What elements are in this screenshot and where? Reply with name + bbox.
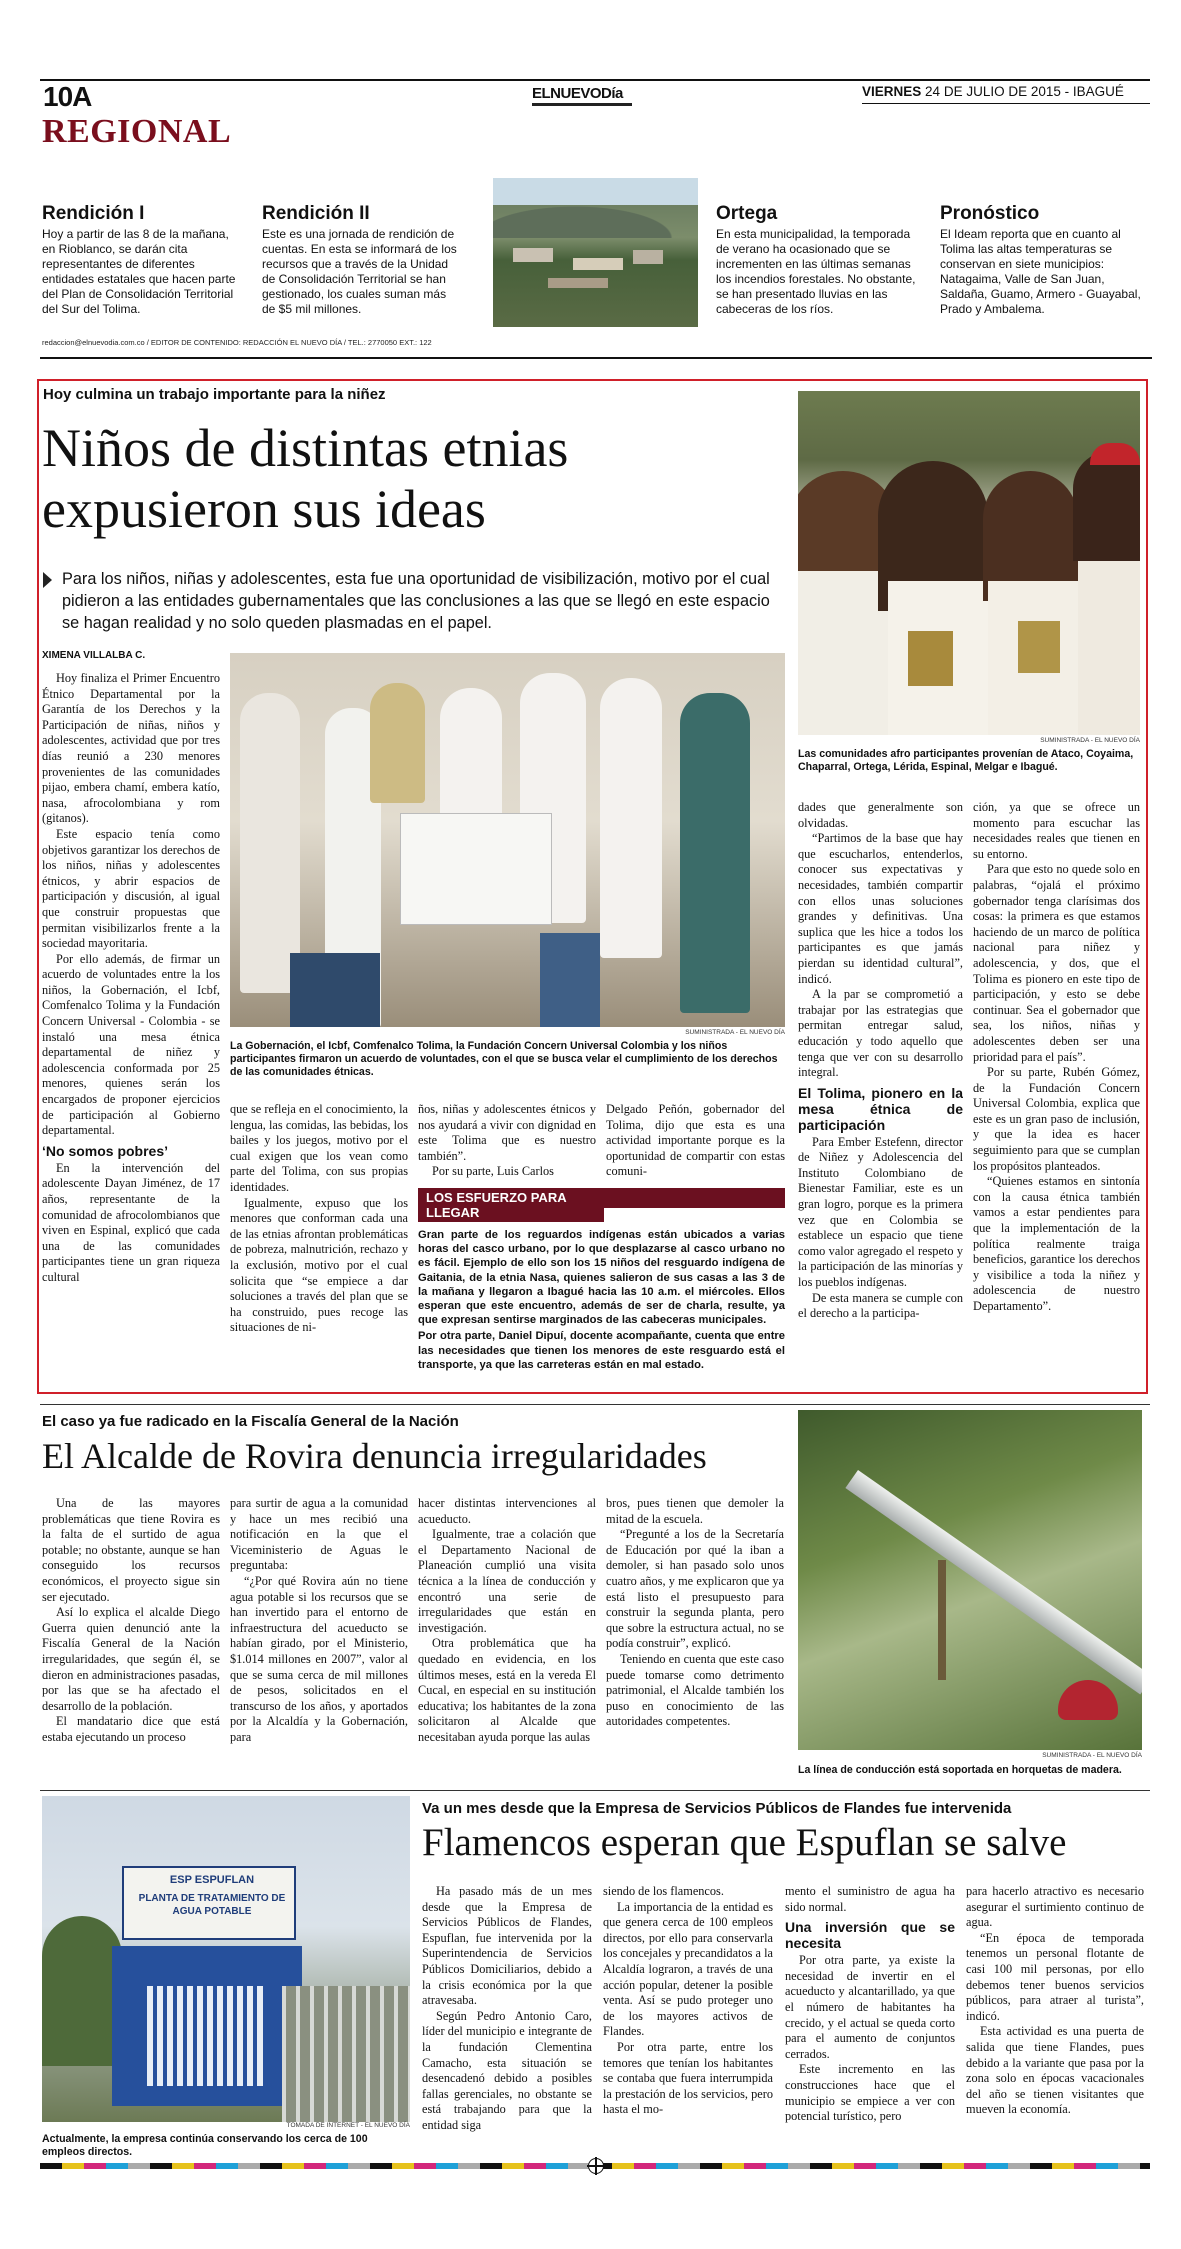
article2-top-rule (40, 1404, 1150, 1405)
registration-mark-icon (588, 2158, 604, 2174)
paragraph: Igualmente, trae a colación que el Departamento Nacional de Planeación cumplió una visita técnica a la línea de conducción y encontró una serie de irregularidades que están en investigación. (418, 1527, 596, 1635)
section-title: REGIONAL (42, 113, 232, 150)
article1-column-3 (418, 1102, 596, 1182)
article1-headline: Niños de distintas etnias expusieron sus ideas (42, 418, 569, 539)
subheading-no-somos-pobres: ‘No somos pobres’ (42, 1142, 169, 1159)
paragraph: De esta manera se cumple con el derecho a la participa- (798, 1290, 963, 1321)
photo-signing-credit: SUMINISTRADA - EL NUEVO DÍA (685, 1029, 785, 1036)
date-rule (862, 103, 1150, 104)
date-line (862, 84, 1124, 99)
paragraph: Este incremento en las construcciones hace que el municipio se empiece a ver con potencial turístico, pero (785, 2062, 955, 2124)
sidebar-box-title: LOS ESFUERZO PARA LLEGAR (418, 1188, 604, 1222)
date-day: VIERNES (862, 84, 922, 99)
brief-text: Este es una jornada de rendición de cuentas. En esta se informará de los recursos que a través de la Unidad de Consolidación Territorial se han gestionado, los cuales suman más de $5 mil millones. (262, 227, 457, 316)
paragraph: “En época de temporada tenemos un personal flotante de casi 100 mil personas, por ello debemos tener buenos servicios públicos, para atraer al turista”, indicó. (966, 1930, 1144, 2023)
paragraph: Esta actividad es una puerta de salida que tiene Flandes, pues debido a la variante que pasa por la zona solo en épocas vacacionales del año se tienen visitantes que mueven la economía. (966, 2024, 1144, 2117)
paragraph: Por su parte, Luis Carlos (432, 1164, 554, 1179)
brief-title: Pronóstico (940, 203, 1040, 224)
article3-column-1 (422, 1884, 592, 2160)
article3-top-rule (40, 1790, 1150, 1791)
article1-column-5 (798, 800, 963, 1390)
paragraph: En la intervención del adolescente Dayan Jiménez, de 17 años, representante de la comunidad de afrocolombianos que viven en Espinal, explicó que cada una de las comunidades participantes tiene un gran riqueza cultural (42, 1160, 220, 1284)
photo-pipeline (798, 1410, 1142, 1750)
paragraph: Este espacio tenía como objetivos garantizar los derechos de los niños, niñas y adolescentes étnicos, y abrir espacios de participación y discusión, al igual que construir propuestas que permitan visibilizarlos frente a la sociedad mayoritaria. (42, 826, 220, 951)
paragraph: Por otra parte, ya existe la necesidad de invertir en el acueducto y alcantarillado, ya que el número de habitantes ha crecido, y el actual se queda corto para el aumento de conjuntos cerrados. (785, 1953, 955, 2061)
paragraph: Teniendo en cuenta que este caso puede tomarse como detrimento patrimonial, el Alcalde también los puso en conocimiento de las autoridades competentes. (606, 1651, 784, 1729)
brand-underline (532, 103, 632, 106)
brief-4 (940, 203, 1150, 317)
photo-signing (230, 653, 785, 1027)
paragraph: Igualmente, expuso que los menores que conforman cada una de las etnias afrontan problemáticas de pobreza, malnutrición, rechazo y la exclusión, motivo por el cual solicita que “se empiece a dar soluciones a través del plan que se ha construido, pues recoge las situaciones de ni- (230, 1195, 408, 1335)
paragraph: Hoy finaliza el Primer Encuentro Étnico Departamental por la Garantía de los Derechos y la Participación de niñas, niños y adolescentes, actividad que por tres días reunió a 230 menores provenientes de las comunidades pijao, embera chamí, embera katío, nasa, afrocolombiana y rom (gitanos). (42, 671, 220, 826)
paragraph: Para Ember Estefenn, director de Niñez y Adolescencia del Instituto Colombiano de Bienestar Familiar, este es un gran logro, porque es la primera vez que en Colombia se establece un espacio que tiene como valor agregado el respeto y la participación de las minorías y los pueblos indígenas. (798, 1134, 963, 1290)
brief-title: Rendición I (42, 203, 145, 224)
contact-line: redaccion@elnuevodia.com.co / EDITOR DE CONTENIDO: REDACCIÓN EL NUEVO DÍA / TEL.: 2770050 EXT.: 122 (42, 338, 432, 347)
brand-logo: ELNUEVODía (532, 85, 623, 102)
paragraph: bros, pues tienen que demoler la mitad de la escuela. (606, 1496, 784, 1526)
photo-signing-caption: La Gobernación, el Icbf, Comfenalco Tolima, la Fundación Concern Universal Colombia y los niños participantes firmaron un acuerdo de voluntades, con el que se busca velar el cumplimiento de los derechos de las comunidades étnicas. (230, 1040, 778, 1078)
article3-kicker: Va un mes desde que la Empresa de Servicios Públicos de Flandes fue intervenida (422, 1800, 1012, 1817)
paragraph: Por su parte, Rubén Gómez, de la Fundación Concern Universal Colombia, explica que este es un gran paso de inclusión, y que la idea es hacer seguimiento para que se cumplan los propósitos planteados. (973, 1065, 1140, 1173)
brief-2 (262, 203, 462, 317)
sign-line-1: ESP ESPUFLAN (169, 1874, 255, 1886)
paragraph: Para que esto no quede solo en palabras, “ojalá el próximo gobernador tenga clarísimas dos cosas: la primera es que estamos haciendo de un marco de política nacional para niñez y adolescencia, y dos, que el Tolima es pionero en este tipo de participación, y esto se debe continuar. Sea el gobernador que sea, los niños, niñas y adolescentes deben ser una prioridad para el país”. (973, 862, 1140, 1064)
paragraph: “Partimos de la base que hay que escucharlos, entenderlos, conocer sus expectativas y necesidades, también compartir con ellos unas soluciones grandes y definitivas. Una suplica que les hice a todos los participantes es que jamás pierdan su identidad cultural”, indicó. (798, 831, 963, 986)
page-number: 10A (43, 81, 92, 112)
article3-column-3 (785, 1884, 955, 2160)
paragraph: “Quienes estamos en sintonía con la causa étnica también vamos a estar pendientes para que la implementación de la política realmente traiga beneficios, garantice los derechos y visibilice a toda la niñez y adolescencia de nuestro Departamento”. (973, 1174, 1140, 1313)
article1-column-6 (973, 800, 1140, 1390)
paragraph: para surtir de agua a la comunidad y hace un mes recibió una notificación en la que el Viceministerio de Aguas le preguntaba: (230, 1496, 408, 1573)
photo-children-caption: Las comunidades afro participantes provenían de Ataco, Coyaima, Chaparral, Ortega, Lérida, Espinal, Melgar e Ibagué. (798, 748, 1134, 773)
brief-text: Hoy a partir de las 8 de la mañana, en Rioblanco, se darán cita representantes de diferentes entidades estatales que hacen parte del Plan de Consolidación Territorial del Sur del Tolima. (42, 227, 236, 316)
article2-column-1 (42, 1496, 220, 1781)
brief-title: Rendición II (262, 203, 370, 224)
lead-marker (43, 572, 52, 588)
brief-text: En esta municipalidad, la temporada de verano ha ocasionado que se incrementen en las últimas semanas los incendios forestales. No obstante, se han presentado lluvias en las cabeceras de los ríos. (716, 227, 916, 316)
paragraph: que se refleja en el conocimiento, la lengua, las comidas, las bebidas, los bailes y los juegos, motivo por el cual exigen que los vean como parte del Tolima, con sus propias identidades. (230, 1102, 408, 1194)
subheading-una-inversion: Una inversión que se necesita (785, 1919, 955, 1952)
article3-headline: Flamencos esperan que Espuflan se salve (422, 1821, 1067, 1864)
article2-column-3 (418, 1496, 596, 1781)
paragraph: “¿Por qué Rovira aún no tiene agua potable si los recursos que se han invertido para el entorno de infraestructura del acueducto se habían girado, por el Ministerio, $1.014 millones en 2007”, valor al que se suma cerca de mil millones de pesos, solicitados en el transcurso de los años, y aportados por la Alcaldía y la Gobernación, para (230, 1573, 408, 1744)
photo-espuflan-caption: Actualmente, la empresa continúa conservando los cerca de 100 empleos directos. (42, 2133, 368, 2158)
paragraph: El mandatario dice que está estaba ejecutando un proceso (42, 1714, 220, 1744)
paragraph: Así lo explica el alcalde Diego Guerra quien denunció ante la Fiscalía General de la Nación irregularidades, que según él, se dieron en administraciones pasadas, por las que se ha afectado el desarrollo de la población. (42, 1605, 220, 1713)
paragraph: para hacerlo atractivo es necesario asegurar el surtimiento continuo de agua. (966, 1884, 1144, 1930)
sign-line-2: PLANTA DE TRATAMIENTO DE AGUA POTABLE (138, 1893, 286, 1917)
paragraph: Otra problemática que ha quedado en evidencia, en los últimos meses, está en la vereda El Cucal, en especial en su institución educativa; los habitantes de la zona solicitaron al Alcalde que necesitaban ayuda porque las aulas (418, 1636, 596, 1744)
sidebar-box-text-1: Gran parte de los reguardos indígenas están ubicados a varias horas del casco urbano, por lo que desplazarse al casco urbano no es fácil. Ejemplo de ello son los 15 niños del resguardo indígena de Gaitania, de la etnia Nasa, quienes salieron de sus casas a las 3 de la mañana y llegaron a Ibagué hacia las 10 a.m. el miércoles. Ellos esperan que este encuentro, además de ser de charla, resulte, ya que expresan sentirse marginados de las cabeceras municipales. (418, 1229, 785, 1327)
article2-kicker: El caso ya fue radicado en la Fiscalía General de la Nación (42, 1413, 459, 1430)
brief-1 (42, 203, 242, 317)
paragraph: “Pregunté a los de la Secretaría de Educación por qué la iban a demoler, si han pasado solo unos cuatro años, y me explicaron que ya está listo el presupuesto para construir la segunda planta, pero que sobre la estructura actual, no se podía construir”, explicó. (606, 1527, 784, 1651)
photo-children (798, 391, 1140, 735)
article3-column-4 (966, 1884, 1144, 2160)
paragraph: Por ello además, de firmar un acuerdo de voluntades entre la los niños, la Gobernación, el Icbf, Comfenalco Tolima y la Fundación Concern Universal - Colombia - se instaló una mesa étnica departamental de niñez y adolescencia conformada por 25 menores, quienes serán los encargados de proponer ejercicios de participación al Gobierno departamental. (42, 951, 220, 1138)
paragraph: Delgado Peñón, gobernador del Tolima, dijo que esta es una actividad importante porque es la oportunidad de compartir con estas comuni- (606, 1102, 785, 1179)
photo-children-credit: SUMINISTRADA - EL NUEVO DÍA (1040, 737, 1140, 744)
paragraph: Ha pasado más de un mes desde que la Empresa de Servicios Públicos de Flandes, Espuflan, fue intervenida por la Superintendencia de Servicios Públicos Domiciliarios, debido a la crisis económica por la que atravesaba. (422, 1884, 592, 2008)
paragraph: ción, ya que se ofrece un momento para escuchar las necesidades reales que tienen en su entorno. (973, 800, 1140, 861)
article2-headline: El Alcalde de Rovira denuncia irregularidades (42, 1436, 707, 1476)
article1-byline: XIMENA VILLALBA C. (42, 650, 146, 661)
sidebar-box (418, 1188, 785, 1388)
header-rule (40, 79, 1150, 81)
paragraph: siendo de los flamencos. (603, 1884, 724, 1898)
article1-column-2 (230, 1102, 408, 1390)
page-header (40, 75, 1150, 165)
paragraph: ños, niñas y adolescentes étnicos y nos ayudará a vivir con dignidad en este Tolima que es nuestro también”. (418, 1102, 596, 1163)
header-bottom-rule (40, 357, 1152, 359)
article1-lead: Para los niños, niñas y adolescentes, esta fue una oportunidad de visibilización, motivo por el cual pidieron a las entidades gubernamentales que las conclusiones a las que se llegó en este espacio se hagan realidad y no solo queden plasmadas en el papel. (62, 570, 770, 632)
paragraph: Por otra parte, entre los temores que tenían los habitantes se contaba que fuera interrumpida la prestación de los servicios, pero hasta el mo- (603, 2039, 773, 2117)
paragraph: mento el suministro de agua ha sido normal. (785, 1884, 955, 1914)
article1-column-1 (42, 671, 220, 1389)
brief-text: El Ideam reporta que en cuanto al Tolima las altas temperaturas se conservan en siete municipios: Natagaima, Valle de San Juan, Saldaña, Guamo, Armero - Guayabal, Prado y Ambalema. (940, 227, 1141, 316)
article2-column-4 (606, 1496, 784, 1781)
paragraph: hacer distintas intervenciones al acueducto. (418, 1496, 596, 1526)
photo-espuflan-credit: TOMADA DE INTERNET - EL NUEVO DÍA (286, 2122, 410, 2129)
article1-column-4 (606, 1102, 785, 1182)
subheading-tolima-pionero: El Tolima, pionero en la mesa étnica de participación (798, 1084, 963, 1133)
article3-column-2 (603, 1884, 773, 2160)
brief-photo-town (493, 178, 698, 327)
sidebar-box-text-2: Por otra parte, Daniel Dipuí, docente acompañante, cuenta que entre las necesidades que tienen los menores de este resguardo está el transporte, ya que las carreteras están en mal estado. (418, 1330, 785, 1371)
sidebar-box-bar (588, 1188, 785, 1208)
paragraph: La importancia de la entidad es que genera cerca de 100 empleos directos, por ello para conservarla los concejales y precandidatos a la Alcaldía lograron, a través de una acción popular, detener la posible venta. Así se pudo proteger uno de los mayores activos de Flandes. (603, 1899, 773, 2039)
paragraph: dades que generalmente son olvidadas. (798, 800, 963, 830)
brief-3 (716, 203, 921, 317)
article2-column-2 (230, 1496, 408, 1781)
photo-pipeline-credit: SUMINISTRADA - EL NUEVO DÍA (1042, 1752, 1142, 1759)
photo-pipeline-caption: La línea de conducción está soportada en horquetas de madera. (798, 1764, 1122, 1776)
paragraph: Según Pedro Antonio Caro, líder del municipio e integrante de la fundación Clementina Camacho, esta situación se desencadenó debido a posibles fallas gerenciales, no obstante se está trabajando para que la entidad siga (422, 2008, 592, 2132)
paragraph: Una de las mayores problemáticas que tiene Rovira es la falta de el surtido de agua potable; no obstante, aunque se han conseguido los recursos económicos, el proyecto sigue sin ser ejecutado. (42, 1496, 220, 1604)
date-text: 24 DE JULIO DE 2015 - IBAGUÉ (925, 84, 1124, 99)
photo-espuflan-plant (42, 1796, 410, 2122)
brief-title: Ortega (716, 203, 778, 224)
article1-kicker: Hoy culmina un trabajo importante para la niñez (43, 386, 386, 403)
paragraph: A la par se comprometió a trabajar por las estrategias que permitan entregar salud, educación y todo aquello que tenga que ver con su desarrollo integral. (798, 987, 963, 1080)
